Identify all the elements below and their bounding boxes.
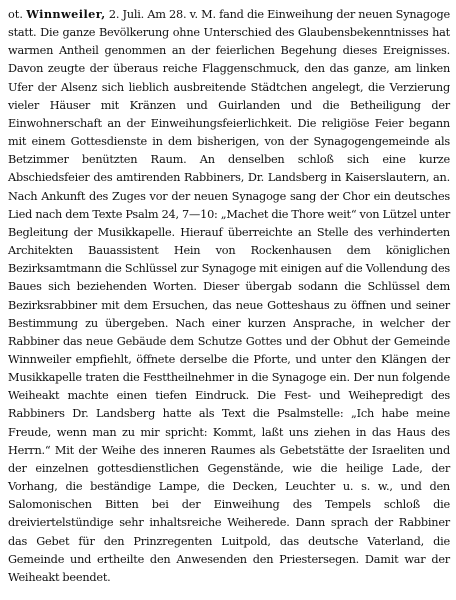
article-byline: ot. <box>8 8 23 21</box>
article-body: 2. Juli. Am 28. v. M. fand die Einweihung der neuen Synagoge statt. Die ganze Bevölkerung ohne Unterschied des Glaubensbekenntnisses hat warmen Antheil genommen an der feierlichen Begehung dieses Ereignisses. Davon zeugte der überaus reiche Flaggenschmuck, den das ganze, am linken Ufer der Alsenz sich lieblich ausbreitende Städtchen angelegt, die Verzierung vieler Häuser mit Kränzen und Guirlanden und die Betheiligung der Einwohnerschaft an der Einweihungsfeierlichkeit. Die religiöse Feier begann mit einem Gottesdienste in dem bisherigen, von der Synagogengemeinde als Betzimmer benützten Raum. An denselben schloß sich eine kurze Abschiedsfeier des amtirenden Rabbiners, Dr. Landsberg in Kaiserslautern, an. Nach Ankunft des Zuges vor der neuen Synagoge sang der Chor ein deutsches Lied nach dem Texte Psalm 24, 7—10: „Machet die Thore weit“ von Lützel unter Begleitung der Musikkapelle. Hierauf überreichte an Stelle des verhinderten Architekten Bauassistent Hein von Rockenhausen dem königlichen Bezirksamtmann die Schlüssel zur Synagoge mit einigen auf die Vollendung des Baues sich beziehenden Worten. Dieser übergab sodann die Schlüssel dem Bezirksrabbiner mit dem Ersuchen, das neue Gotteshaus zu öffnen und seiner Bestimmung zu übergeben. Nach einer kurzen Ansprache, in welcher der Rabbiner das neue Gebäude dem Schutze Gottes und der Obhut der Gemeinde Winnweiler empfiehlt, öffnete derselbe die Pforte, und unter den Klängen der Musikkapelle traten die Festtheilnehmer in die Synagoge ein. Der nun folgende Weiheakt machte einen tiefen Eindruck. Die Fest- und Weihepredigt des Rabbiners Dr. Landsberg hatte als Text die Psalmstelle: „Ich habe meine Freude, wenn man zu mir spricht: Kommt, laßt uns ziehen in das Haus des Herrn.“ Mit der Weihe des inneren Raumes als Gebetstätte der Israeliten und der einzelnen gottesdienstlichen Gegenstände, wie die heilige Lade, der Vorhang, die beständige Lampe, die Decken, Leuchter u. s. w., und den Salomonischen Bitten bei der Einweihung des Tempels schloß die dreiviertelstündige sehr inhaltsreiche Weiherede. Dann sprach der Rabbiner das Gebet für den Prinzregenten Luitpold, das deutsche Vaterland, die Gemeinde und ertheilte den Anwesenden den Priestersegen. Damit war der Weiheakt beendet. <box>8 8 450 584</box>
article-dateline-place: Winnweiler, <box>26 7 106 21</box>
article-paragraph <box>8 5 450 587</box>
